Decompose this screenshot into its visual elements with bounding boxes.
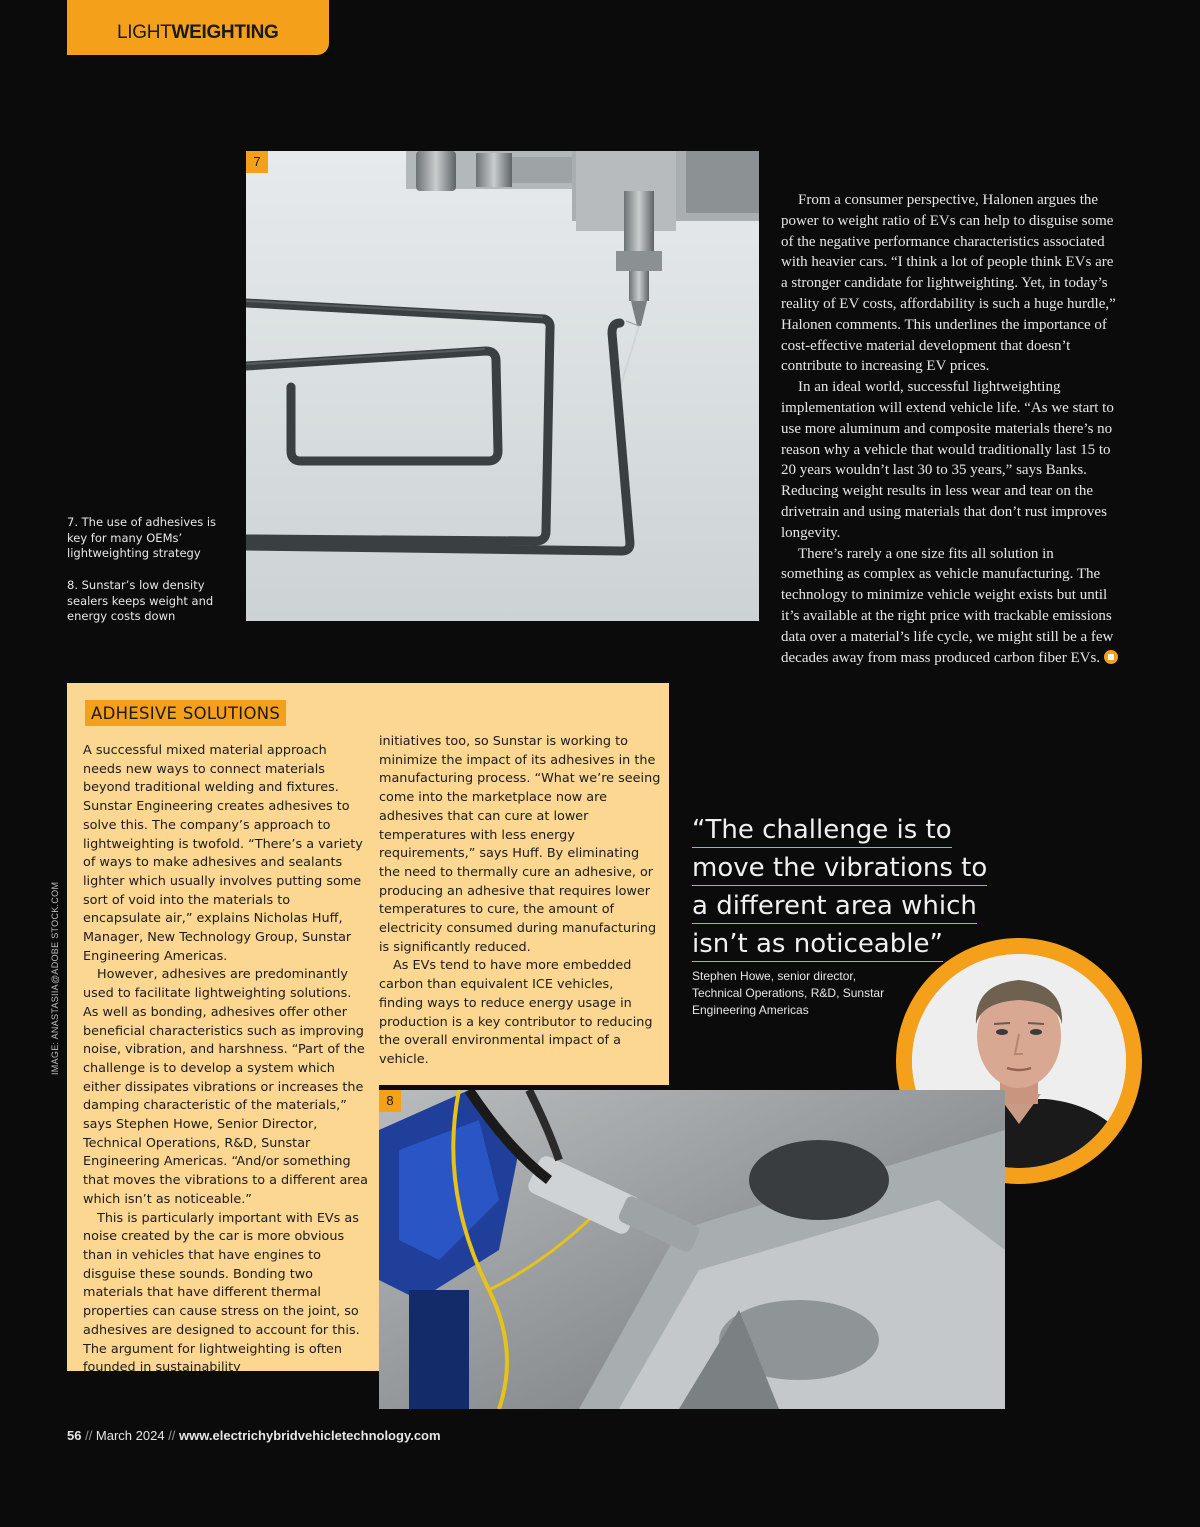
body-paragraph: In an ideal world, successful lightweighting implementation will extend vehicle life. “As we start to use more aluminum and composite materials there’s no reason why a vehicle that would traditionally last 15 to 20 years wouldn’t last 30 to 35 years,” says Banks. Reducing weight results in less wear and tear on the drivetrain and using materials that don’t rust improves longevity.	[781, 379, 1114, 541]
sidebar-paragraph: As EVs tend to have more embedded carbon than equivalent ICE vehicles, finding ways to reduce energy usage in production is a key contributor to reducing the overall environmental impact of a vehicle.	[379, 958, 653, 1067]
end-mark-icon	[1104, 650, 1118, 664]
sidebar-box-title: ADHESIVE SOLUTIONS	[85, 700, 286, 726]
sidebar-column-2	[379, 733, 661, 1070]
page-footer	[67, 1428, 441, 1443]
pull-quote-line: “The challenge is to	[692, 815, 952, 848]
website-url: www.electrichybridvehicletechnology.com	[179, 1428, 441, 1443]
pull-quote	[692, 811, 1032, 963]
photo-adhesive-dispensing	[246, 151, 759, 621]
pull-quote-line: move the vibrations to	[692, 853, 987, 886]
body-paragraph	[781, 544, 1119, 669]
body-paragraph-text: There’s rarely a one size fits all solution in something as complex as vehicle manufacturing. The technology to minimize vehicle weight exists but until it’s available at the right price with trackable emissions data over a material’s life cycle, we might still be a few decades away from mass produced carbon fiber EVs.	[781, 545, 1114, 666]
attribution-line: Engineering Americas	[692, 1003, 809, 1017]
footer-separator: //	[164, 1428, 180, 1443]
sidebar-paragraph: A successful mixed material approach needs new ways to connect materials beyond traditional welding and fixtures. Sunstar Engineering creates adhesives to solve this. The company’s approach to lightweighting is twofold. “There’s a variety of ways to make adhesives and sealants lighter which usually involves putting some sort of void into the materials to encapsulate air,” explains Nicholas Huff, Manager, New Technology Group, Sunstar Engineering Americas.	[83, 743, 363, 964]
sidebar-paragraph: However, adhesives are predominantly used to facilitate lightweighting solutions. As well as bonding, adhesives offer other beneficial characteristics such as improving noise, vibration, and harshness. “Part of the challenge is to develop a system which either dissipates vibrations or increases the damping characteristic of the materials,” says Stephen Howe, Senior Director, Technical Operations, R&D, Sunstar Engineering Americas. “And/or something that moves the vibrations to a different area which isn’t as noticeable.”	[83, 967, 368, 1207]
image-credit-text: IMAGE: ANASTASIIA@ADOBE STOCK.COM	[50, 881, 60, 1075]
attribution-line: Technical Operations, R&D, Sunstar	[692, 986, 885, 1000]
body-text	[781, 190, 1119, 668]
body-paragraph: From a consumer perspective, Halonen argues the power to weight ratio of EVs can help to disguise some of the negative performance characteristics associated with heavier cars. “I think a lot of people think EVs are a stronger candidate for lightweighting. Yet, in today’s reality of EV costs, affordability is such a huge hurdle,” Halonen comments. This underlines the importance of cost-effective material development that doesn’t contribute to increasing EV prices.	[781, 192, 1116, 375]
sidebar-paragraph: This is particularly important with EVs as noise created by the car is more obvious than in vehicles that have engines to disguise these sounds. Bonding two materials that have different thermal properties can cause stress on the joint, so adhesives are designed to account for this. The argument for lightweighting is often founded in sustainability	[83, 1210, 360, 1376]
section-label	[117, 22, 279, 44]
photo-number-tag: 8	[379, 1090, 401, 1112]
caption-8: 8. Sunstar’s low density sealers keeps weight and energy costs down	[67, 578, 214, 623]
pull-quote-line: isn’t as noticeable”	[692, 929, 943, 962]
sidebar-paragraph: initiatives too, so Sunstar is working to minimize the impact of its adhesives in the manufacturing process. “What we’re seeing come into the marketplace now are adhesives that can cure at lower temperatures with less energy requirements,” says Huff. By eliminating the need to thermally cure an adhesive, or producing an adhesive that requires lower temperatures to cure, the amount of electricity consumed during manufacturing is significantly reduced.	[379, 734, 661, 955]
footer-separator: //	[81, 1428, 96, 1443]
caption-7: 7. The use of adhesives is key for many OEMs’ lightweighting strategy	[67, 515, 217, 560]
adhesive-dispensing-illustration	[246, 151, 759, 621]
sealer-robot-illustration	[379, 1090, 1005, 1409]
quote-attribution	[692, 968, 912, 1019]
photo-sealer-robot	[379, 1090, 1005, 1409]
page-number: 56	[67, 1428, 82, 1443]
issue-date: March 2024	[95, 1428, 165, 1443]
sidebar-column-1	[83, 742, 368, 1378]
section-tab	[67, 0, 329, 55]
section-label-bold: WEIGHTING	[171, 22, 279, 43]
pull-quote-line: a different area which	[692, 891, 977, 924]
section-label-light: LIGHT	[117, 22, 172, 43]
photo-number-tag: 7	[246, 151, 268, 173]
attribution-line: Stephen Howe, senior director,	[692, 969, 857, 983]
